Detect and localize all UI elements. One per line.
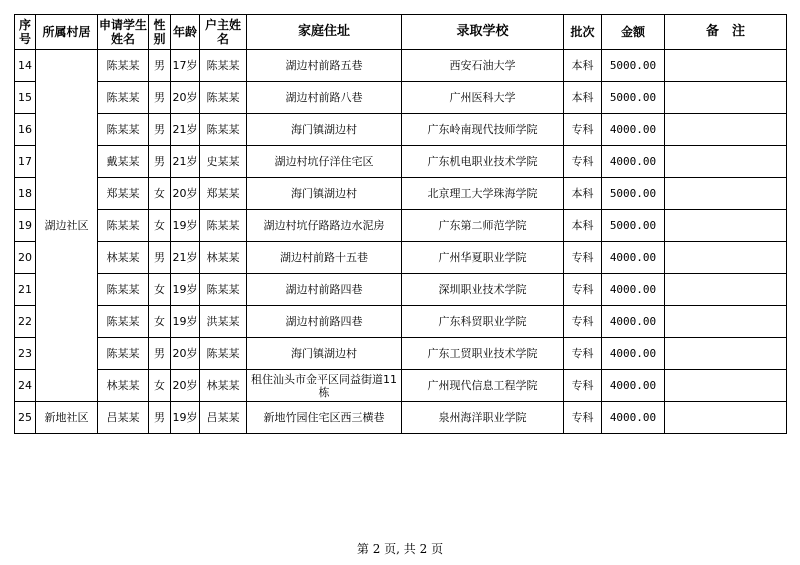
cell-gender: 女 [149,210,171,242]
cell-age: 17岁 [171,50,200,82]
cell-gender: 女 [149,370,171,402]
table-body [15,50,787,434]
cell-householder: 林某某 [200,370,247,402]
cell-student: 林某某 [98,370,149,402]
table-row [15,274,787,306]
cell-index: 15 [15,82,36,114]
cell-student: 陈某某 [98,114,149,146]
cell-note [665,114,787,146]
cell-address: 湖边村坑仔路路边水泥房 [247,210,402,242]
cell-age: 19岁 [171,402,200,434]
table-row [15,306,787,338]
cell-school: 广东第二师范学院 [402,210,564,242]
cell-householder: 陈某某 [200,82,247,114]
header-amount: 金额 [602,15,665,50]
table-row [15,114,787,146]
cell-age: 19岁 [171,274,200,306]
header-note: 备 注 [665,15,787,50]
cell-batch: 专科 [564,370,602,402]
cell-index: 14 [15,50,36,82]
table-row [15,210,787,242]
cell-note [665,50,787,82]
cell-householder: 林某某 [200,242,247,274]
header-student: 申请学生姓名 [98,15,149,50]
cell-householder: 陈某某 [200,274,247,306]
cell-age: 19岁 [171,306,200,338]
cell-address: 新地竹园住宅区西三横巷 [247,402,402,434]
cell-amount: 4000.00 [602,306,665,338]
header-age: 年龄 [171,15,200,50]
cell-note [665,178,787,210]
cell-householder: 陈某某 [200,210,247,242]
cell-school: 北京理工大学珠海学院 [402,178,564,210]
cell-index: 23 [15,338,36,370]
cell-amount: 5000.00 [602,50,665,82]
cell-age: 20岁 [171,82,200,114]
table-row [15,82,787,114]
cell-householder: 史某某 [200,146,247,178]
cell-note [665,274,787,306]
cell-student: 吕某某 [98,402,149,434]
cell-amount: 4000.00 [602,402,665,434]
header-gender: 性别 [149,15,171,50]
cell-age: 20岁 [171,178,200,210]
cell-batch: 本科 [564,50,602,82]
cell-student: 戴某某 [98,146,149,178]
cell-gender: 女 [149,274,171,306]
cell-age: 20岁 [171,370,200,402]
cell-gender: 女 [149,178,171,210]
cell-index: 20 [15,242,36,274]
cell-index: 21 [15,274,36,306]
cell-address: 海门镇湖边村 [247,338,402,370]
cell-student: 林某某 [98,242,149,274]
table-row [15,402,787,434]
cell-age: 20岁 [171,338,200,370]
table-row [15,242,787,274]
cell-address: 海门镇湖边村 [247,114,402,146]
cell-index: 18 [15,178,36,210]
cell-student: 陈某某 [98,82,149,114]
cell-householder: 洪某某 [200,306,247,338]
cell-note [665,306,787,338]
cell-community: 新地社区 [36,402,98,434]
header-householder: 户主姓名 [200,15,247,50]
cell-address: 湖边村前路四巷 [247,274,402,306]
cell-gender: 男 [149,146,171,178]
cell-note [665,210,787,242]
header-index: 序号 [15,15,36,50]
cell-batch: 专科 [564,274,602,306]
header-row [15,15,787,50]
cell-index: 22 [15,306,36,338]
cell-batch: 本科 [564,82,602,114]
cell-school: 广东科贸职业学院 [402,306,564,338]
cell-index: 24 [15,370,36,402]
cell-batch: 专科 [564,146,602,178]
header-address: 家庭住址 [247,15,402,50]
cell-age: 21岁 [171,114,200,146]
cell-gender: 男 [149,50,171,82]
cell-address: 湖边村前路五巷 [247,50,402,82]
cell-amount: 5000.00 [602,82,665,114]
cell-amount: 4000.00 [602,242,665,274]
cell-householder: 陈某某 [200,338,247,370]
table-row [15,50,787,82]
table-row [15,370,787,402]
cell-note [665,338,787,370]
cell-school: 深圳职业技术学院 [402,274,564,306]
cell-student: 陈某某 [98,210,149,242]
cell-age: 21岁 [171,146,200,178]
cell-school: 广东岭南现代技师学院 [402,114,564,146]
cell-amount: 5000.00 [602,178,665,210]
cell-amount: 4000.00 [602,338,665,370]
cell-amount: 4000.00 [602,370,665,402]
cell-gender: 女 [149,306,171,338]
cell-address: 湖边村前路八巷 [247,82,402,114]
cell-community: 湖边社区 [36,50,98,402]
cell-address: 湖边村前路四巷 [247,306,402,338]
header-batch: 批次 [564,15,602,50]
cell-age: 19岁 [171,210,200,242]
cell-householder: 吕某某 [200,402,247,434]
cell-gender: 男 [149,114,171,146]
cell-index: 19 [15,210,36,242]
cell-address: 租住汕头市金平区同益街道11栋 [247,370,402,402]
table-row [15,146,787,178]
cell-note [665,402,787,434]
cell-index: 17 [15,146,36,178]
cell-batch: 本科 [564,178,602,210]
cell-school: 泉州海洋职业学院 [402,402,564,434]
cell-gender: 男 [149,338,171,370]
cell-school: 西安石油大学 [402,50,564,82]
header-community: 所属村居 [36,15,98,50]
cell-householder: 陈某某 [200,114,247,146]
cell-student: 陈某某 [98,50,149,82]
table-row [15,178,787,210]
cell-school: 广东机电职业技术学院 [402,146,564,178]
cell-school: 广州现代信息工程学院 [402,370,564,402]
cell-index: 16 [15,114,36,146]
cell-amount: 4000.00 [602,114,665,146]
cell-note [665,146,787,178]
cell-age: 21岁 [171,242,200,274]
cell-note [665,242,787,274]
cell-school: 广东工贸职业技术学院 [402,338,564,370]
cell-amount: 5000.00 [602,210,665,242]
table-row [15,338,787,370]
cell-index: 25 [15,402,36,434]
cell-student: 陈某某 [98,306,149,338]
header-school: 录取学校 [402,15,564,50]
cell-school: 广州医科大学 [402,82,564,114]
cell-gender: 男 [149,242,171,274]
cell-note [665,82,787,114]
cell-householder: 郑某某 [200,178,247,210]
cell-householder: 陈某某 [200,50,247,82]
cell-address: 湖边村坑仔洋住宅区 [247,146,402,178]
cell-gender: 男 [149,82,171,114]
cell-batch: 专科 [564,114,602,146]
cell-batch: 专科 [564,338,602,370]
page-footer: 第 2 页, 共 2 页 [356,542,444,556]
cell-amount: 4000.00 [602,146,665,178]
cell-batch: 专科 [564,242,602,274]
cell-student: 陈某某 [98,338,149,370]
scholarship-table [14,14,787,434]
cell-address: 海门镇湖边村 [247,178,402,210]
cell-address: 湖边村前路十五巷 [247,242,402,274]
cell-amount: 4000.00 [602,274,665,306]
cell-batch: 专科 [564,306,602,338]
cell-student: 郑某某 [98,178,149,210]
cell-gender: 男 [149,402,171,434]
cell-student: 陈某某 [98,274,149,306]
cell-note [665,370,787,402]
cell-batch: 本科 [564,210,602,242]
cell-batch: 专科 [564,402,602,434]
cell-school: 广州华夏职业学院 [402,242,564,274]
